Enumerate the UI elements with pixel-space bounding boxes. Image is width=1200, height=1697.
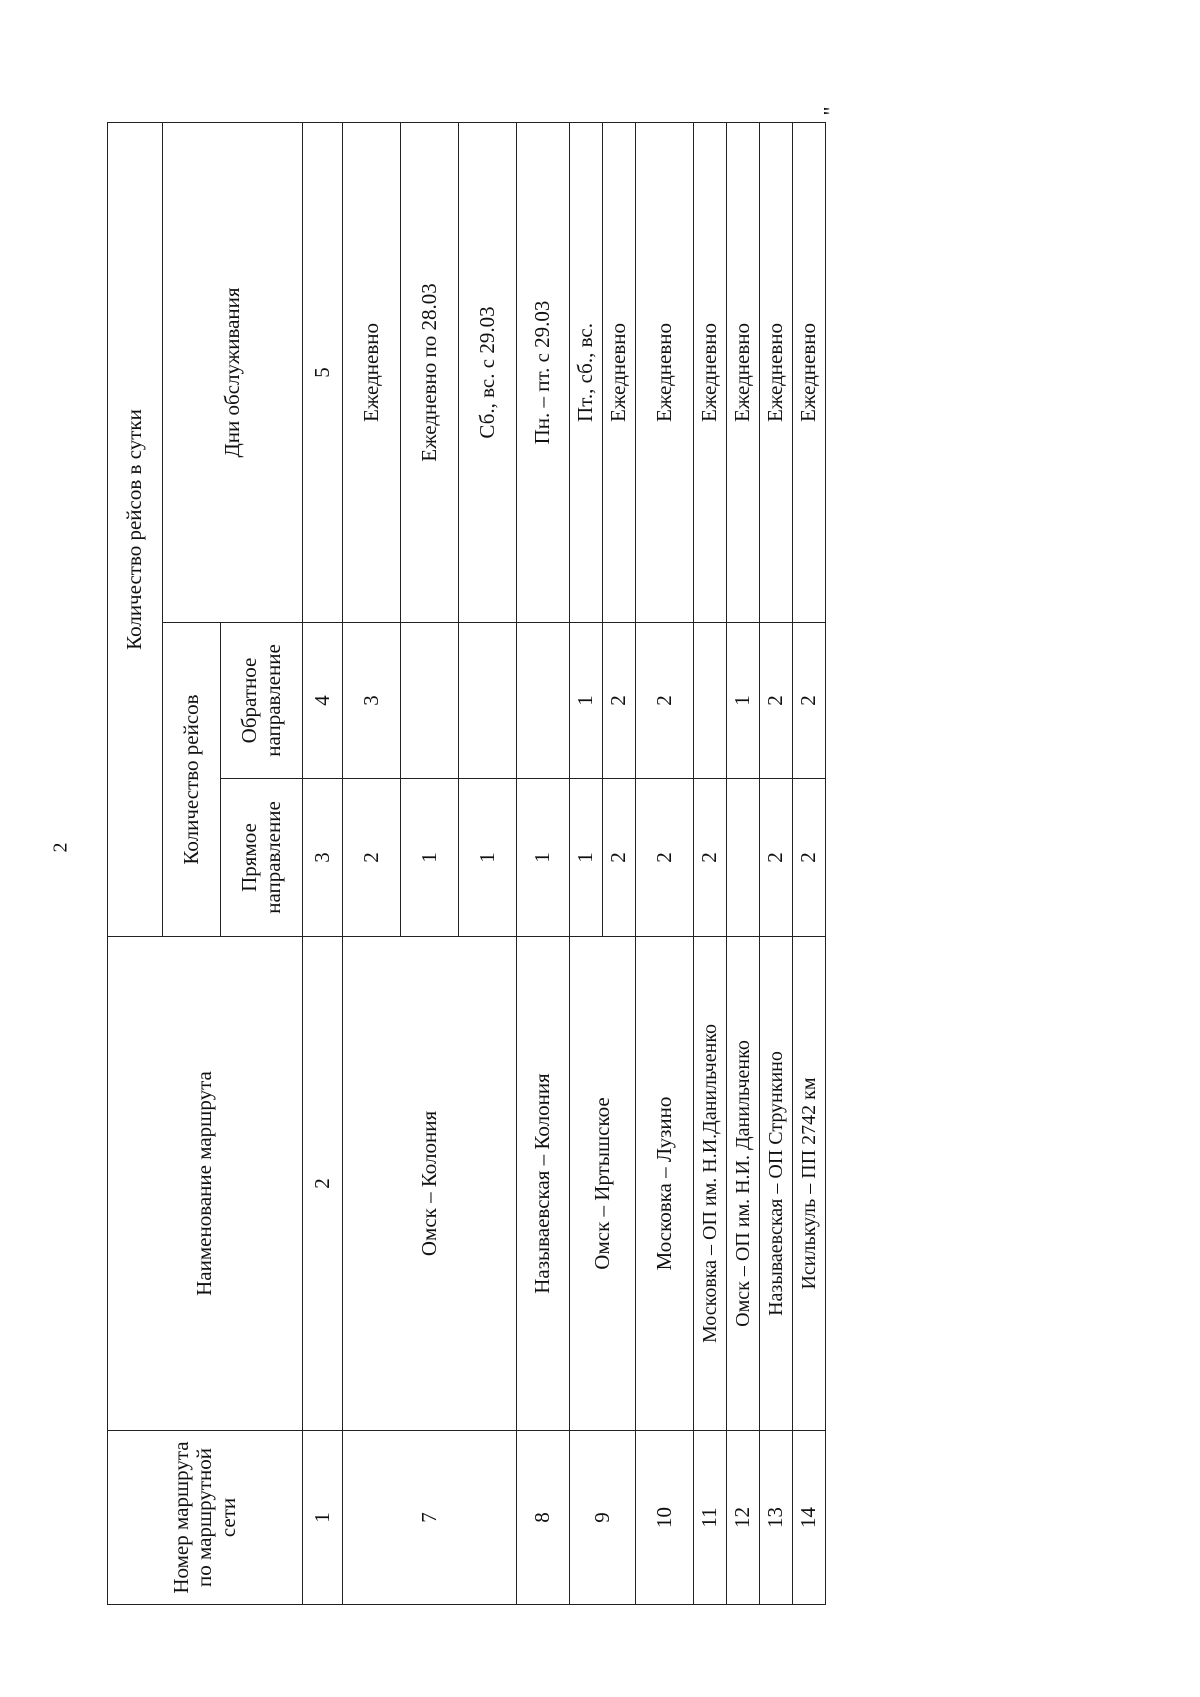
table-row: [793, 122, 826, 1604]
table-row: [694, 122, 727, 1604]
header-route-name: Наименование маршрута: [108, 937, 303, 1431]
reverse-count-cell: [517, 623, 570, 779]
service-days-cell: Ежедневно: [727, 122, 760, 622]
forward-count-cell: 2: [793, 779, 826, 937]
page-number: 2: [49, 842, 72, 853]
reverse-count-cell: 2: [793, 623, 826, 779]
forward-count-cell: 1: [517, 779, 570, 937]
route-name-cell: Омск – ОП им. Н.И. Данильченко: [727, 937, 760, 1431]
route-name-cell: Омск – Иртышское: [570, 937, 636, 1431]
service-days-cell: Ежедневно: [636, 122, 694, 622]
forward-count-cell: 1: [459, 779, 517, 937]
reverse-count-cell: [401, 623, 459, 779]
route-number-cell: 10: [636, 1431, 694, 1605]
header-reverse-direction: Обратное направление: [221, 623, 303, 779]
table-row: [570, 122, 603, 1604]
table-row: [636, 122, 694, 1604]
service-days-cell: Ежедневно: [343, 122, 401, 622]
route-name-cell: Называевская – ОП Стрункино: [760, 937, 793, 1431]
reverse-count-cell: 1: [727, 623, 760, 779]
route-number-cell: 9: [570, 1431, 636, 1605]
service-days-cell: Ежедневно: [760, 122, 793, 622]
column-number: 5: [303, 122, 343, 622]
service-days-cell: Ежедневно: [603, 122, 636, 622]
reverse-count-cell: [459, 623, 517, 779]
route-number-cell: 11: [694, 1431, 727, 1605]
table-row: [760, 122, 793, 1604]
column-number: 3: [303, 779, 343, 937]
forward-count-cell: 2: [694, 779, 727, 937]
column-number: 1: [303, 1431, 343, 1605]
forward-count-cell: 2: [636, 779, 694, 937]
reverse-count-cell: 3: [343, 623, 401, 779]
route-name-cell: Омск – Колония: [343, 937, 517, 1431]
table-row: [517, 122, 570, 1604]
route-number-cell: 12: [727, 1431, 760, 1605]
forward-count-cell: [727, 779, 760, 937]
column-number-row: [303, 122, 343, 1604]
route-name-cell: Называевская – Колония: [517, 937, 570, 1431]
header-route-number: Номер маршрута по маршрутной сети: [108, 1431, 303, 1605]
table-row: [343, 122, 401, 1604]
reverse-count-cell: 2: [603, 623, 636, 779]
route-name-cell: Исилькуль – ПП 2742 км: [793, 937, 826, 1431]
route-number-cell: 8: [517, 1431, 570, 1605]
forward-count-cell: 2: [343, 779, 401, 937]
header-forward-direction: Прямое направление: [221, 779, 303, 937]
route-name-cell: Московка – ОП им. Н.И.Данильченко: [694, 937, 727, 1431]
service-days-cell: Ежедневно по 28.03: [401, 122, 459, 622]
service-days-cell: Пт., сб., вс.: [570, 122, 603, 622]
service-days-cell: Ежедневно: [694, 122, 727, 622]
service-days-cell: Пн. – пт. с 29.03: [517, 122, 570, 622]
column-number: 2: [303, 937, 343, 1431]
service-days-cell: Ежедневно: [793, 122, 826, 622]
forward-count-cell: 1: [570, 779, 603, 937]
closing-quote-mark: ": [818, 106, 844, 116]
route-number-cell: 14: [793, 1431, 826, 1605]
service-days-cell: Сб., вс. с 29.03: [459, 122, 517, 622]
column-number: 4: [303, 623, 343, 779]
routes-table: [107, 122, 826, 1605]
table-row: [727, 122, 760, 1604]
reverse-count-cell: 2: [760, 623, 793, 779]
route-name-cell: Московка – Лузино: [636, 937, 694, 1431]
forward-count-cell: 2: [760, 779, 793, 937]
route-number-cell: 7: [343, 1431, 517, 1605]
reverse-count-cell: 2: [636, 623, 694, 779]
header-service-days: Дни обслуживания: [163, 122, 303, 622]
header-trips-per-day: Количество рейсов в сутки: [108, 122, 163, 936]
reverse-count-cell: 1: [570, 623, 603, 779]
route-number-cell: 13: [760, 1431, 793, 1605]
forward-count-cell: 2: [603, 779, 636, 937]
reverse-count-cell: [694, 623, 727, 779]
forward-count-cell: 1: [401, 779, 459, 937]
routes-table-rotated: [107, 123, 821, 1605]
header-trip-count: Количество рейсов: [163, 623, 221, 937]
